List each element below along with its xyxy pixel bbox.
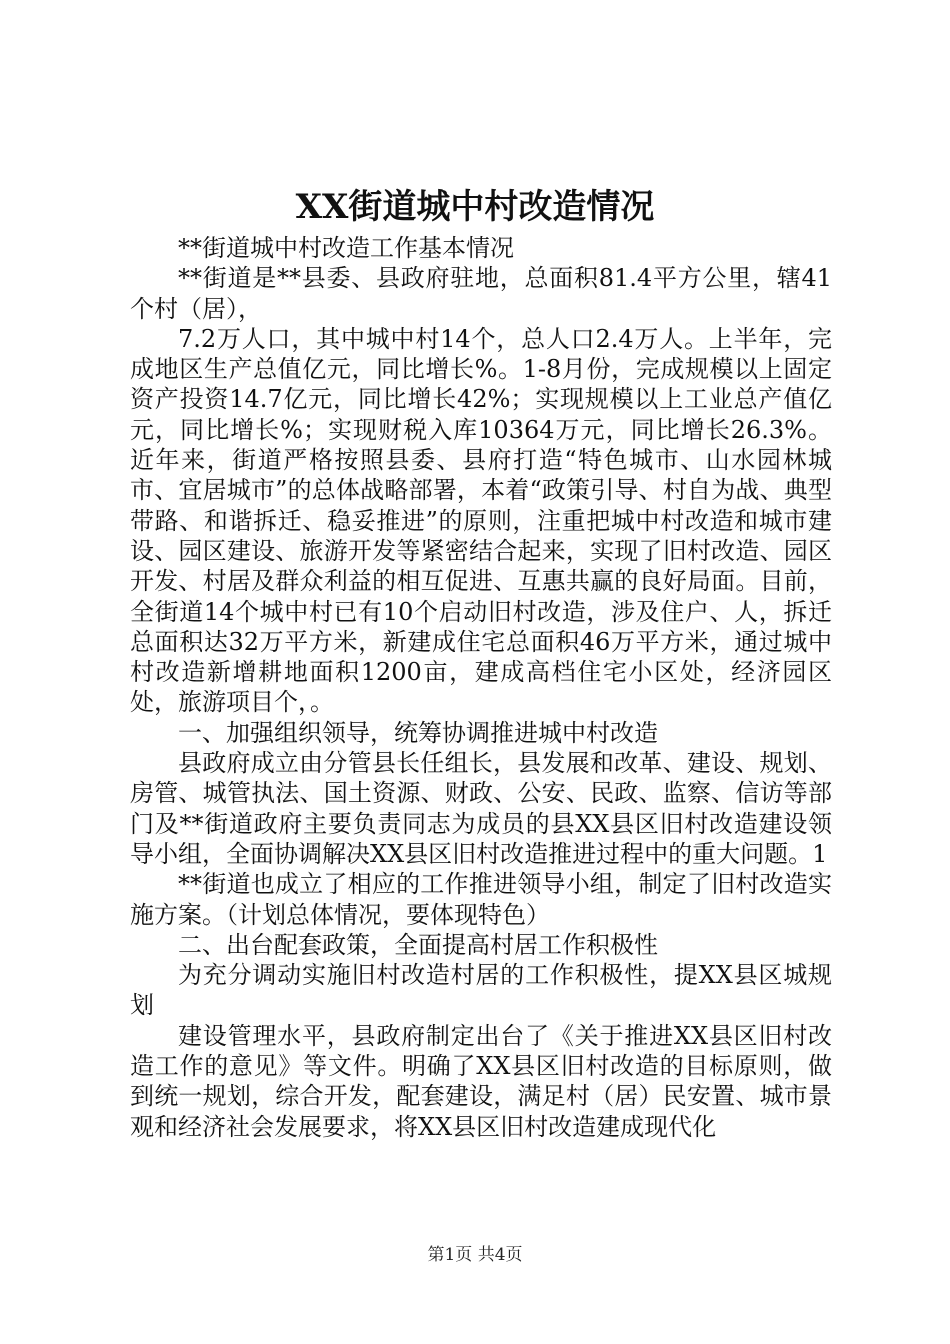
document-body bbox=[130, 233, 832, 1142]
paragraph-2: **街道是**县委、县政府驻地，总面积81.4平方公里，辖41个村（居）， bbox=[130, 264, 832, 323]
section-heading-2: 二、出台配套政策，全面提高村居工作积极性 bbox=[178, 930, 658, 959]
page-footer: 第1页 共4页 bbox=[427, 1245, 523, 1265]
paragraph-5: **街道也成立了相应的工作推进领导小组，制定了旧村改造实施方案。（计划总体情况，要体现特色） bbox=[130, 870, 832, 929]
paragraph-6: 为充分调动实施旧村改造村居的工作积极性，提XX县区城规划 bbox=[130, 961, 832, 1020]
paragraph-1: **街道城中村改造工作基本情况 bbox=[178, 234, 514, 262]
paragraph-3: 7.2万人口，其中城中村14个，总人口2.4万人。上半年，完成地区生产总值亿元，同比增长%。1-8月份，完成规模以上固定资产投资14.7亿元，同比增长42%；实现规模以上工业总产值亿元，同比增长%；实现财税入库10364万元，同比增长26.3%。近年来，街道严格按照县委、县府打造“特色城市、山水园林城市、宜居城市”的总体战略部署，本着“政策引导、村自为战、典型带路、和谐拆迁、稳妥推进”的原则，注重把城中村改造和城市建设、园区建设、旅游开发等紧密结合起来，实现了旧村改造、园区开发、村居及群众利益的相互促进、互惠共赢的良好局面。目前，全街道14个城中村已有10个启动旧村改造，涉及住户、人，拆迁总面积达32万平方米，新建成住宅总面积46万平方米，通过城中村改造新增耕地面积1200亩，建成高档住宅小区处，经济园区处，旅游项目个，。 bbox=[130, 324, 832, 717]
section-heading-1: 一、加强组织领导，统筹协调推进城中村改造 bbox=[178, 718, 658, 747]
paragraph-4: 县政府成立由分管县长任组长，县发展和改革、建设、规划、房管、城管执法、国土资源、财政、公安、民政、监察、信访等部门及**街道政府主要负责同志为成员的县XX县区旧村改造建设领导小组，全面协调解决XX县区旧村改造推进过程中的重大问题。1 bbox=[130, 749, 832, 868]
paragraph-7: 建设管理水平，县政府制定出台了《关于推进XX县区旧村改造工作的意见》等文件。明确了XX县区旧村改造的目标原则，做到统一规划，综合开发，配套建设，满足村（居）民安置、城市景观和经济社会发展要求，将XX县区旧村改造建成现代化 bbox=[130, 1021, 832, 1141]
document-title: XX街道城中村改造情况 bbox=[295, 187, 655, 227]
